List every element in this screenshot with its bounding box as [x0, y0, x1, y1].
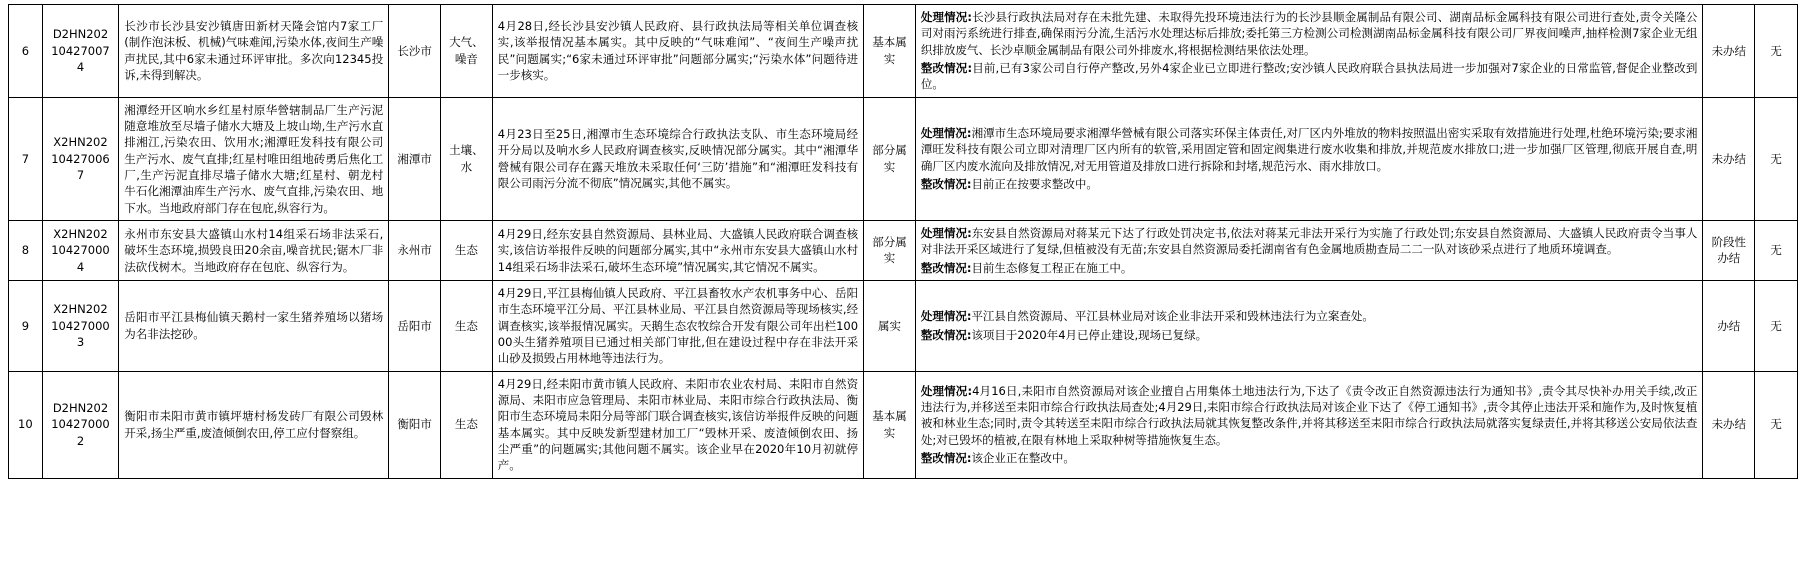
row-handling-text: 处理情况:平江县自然资源局、平江县林业局对该企业非法开采和毁林违法行为立案查处。: [920, 309, 1374, 324]
table-row: [9, 280, 1798, 371]
row-result: 阶段性办结: [1703, 220, 1755, 280]
row-description: 岳阳市平江县梅仙镇天鹅村一家生猪养殖场以猪场为名非法挖砂。: [119, 280, 389, 371]
row-city: 岳阳市: [389, 280, 441, 371]
row-city: 永州市: [389, 220, 441, 280]
row-handling-status: 整改情况:该企业正在整改中。: [920, 451, 1075, 466]
table-row: [9, 97, 1798, 220]
row-code-line1: X2HN202: [53, 226, 108, 241]
row-code: [42, 280, 119, 371]
row-code-line2: 104270067: [51, 151, 110, 182]
row-description: 长沙市长沙县安沙镇唐田新材天隆会馆内7家工厂(制作泡沫板、机械)气味难闻,污染水体,夜间生产噪声扰民,其中6家未通过环评审批。多次向12345投诉,未得到解决。: [119, 5, 389, 98]
row-pollution-type: 生态: [441, 220, 493, 280]
row-code-line2: 104270004: [51, 243, 110, 274]
row-code-line2: 104270003: [51, 318, 110, 349]
row-pollution-type: 大气、噪音: [441, 5, 493, 98]
row-handling: [915, 97, 1703, 220]
row-result: 办结: [1703, 280, 1755, 371]
row-pollution-type: 生态: [441, 280, 493, 371]
row-result: 未办结: [1703, 97, 1755, 220]
row-index: 6: [9, 5, 43, 98]
row-city: 长沙市: [389, 5, 441, 98]
row-is-true: 基本属实: [864, 5, 916, 98]
row-investigation: 4月29日,经东安县自然资源局、县林业局、大盛镇人民政府联合调查核实,该信访举报件反映的问题部分属实,其中“永州市东安县大盛镇山水村14组采石场非法采石,破坏生态环境”情况属实,其它情况不属实。: [492, 220, 863, 280]
row-handling-status: 整改情况:目前生态修复工程正在施工中。: [920, 260, 1133, 275]
row-code-line1: X2HN202: [53, 135, 108, 150]
row-handling: [915, 280, 1703, 371]
row-fine: 无: [1755, 97, 1798, 220]
row-handling-status: 整改情况:目前正在按要求整改中。: [920, 177, 1098, 192]
row-handling-text: 处理情况:湘潭市生态环境局要求湘潭华營械有限公司落实环保主体责任,对厂区内外堆放的物料按照温出密实采取有效措施进行处理,杜绝环境污染;要求湘潭旺发科技有限公司立即对清理厂区内所有的软管,采用固定管和固定阀集进行废水收集和排放,并规范废水排放口;进一步加强厂区管理,彻底开展自查,明确厂区内废水流向及排放情况,对无用管道及排放口进行拆除和封堵,规范污水、雨水排放口。: [920, 126, 1698, 173]
row-handling-text: 处理情况:长沙县行政执法局对存在未批先建、未取得先投环境违法行为的长沙县顺金属制品有限公司、湖南品标金属科技有限公司进行查处,责令关隆公司对雨污系统进行排查,确保雨污分流,生活污水处理达标后排放;委托第三方检测公司检测湖南品标金属科技有限公司厂界夜间噪声,抽样检测7家企业无组织排放废气、长沙卓顺金属制品有限公司外排废水,将根据检测结果依法处理。: [920, 10, 1698, 57]
row-result: 未办结: [1703, 5, 1755, 98]
row-is-true: 基本属实: [864, 371, 916, 478]
row-fine: 无: [1755, 280, 1798, 371]
row-code-line1: D2HN202: [52, 27, 109, 42]
row-investigation: 4月28日,经长沙县安沙镇人民政府、县行政执法局等相关单位调查核实,该举报情况基本属实。其中反映的“气味难闻”、“夜间生产噪声扰民”问题属实;“6家未通过环评审批”问题部分属实;“污染水体”问题待进一步核实。: [492, 5, 863, 98]
row-code: [42, 371, 119, 478]
row-fine: 无: [1755, 371, 1798, 478]
row-description: 衡阳市耒阳市黄市镇坪塘村杨发砖厂有限公司毁林开采,扬尘严重,废渣倾倒农田,停工应付督察组。: [119, 371, 389, 478]
row-code: [42, 5, 119, 98]
row-code: [42, 220, 119, 280]
row-is-true: 部分属实: [864, 220, 916, 280]
row-is-true: 部分属实: [864, 97, 916, 220]
row-investigation: 4月29日,经耒阳市黄市镇人民政府、耒阳市农业农村局、耒阳市自然资源局、耒阳市应急管理局、耒阳市林业局、耒阳市综合行政执法局、衡阳市生态环境局耒阳分局等部门联合调查核实,该信访举报件反映的问题基本属实。其中反映发新型建材加工厂“毁林开采、废渣倾倒农田、扬尘严重”的问题属实;其他问题不属实。该企业早在2020年10月初就停产。: [492, 371, 863, 478]
table-row: [9, 371, 1798, 478]
row-index: 8: [9, 220, 43, 280]
table-row: [9, 220, 1798, 280]
row-index: 7: [9, 97, 43, 220]
row-pollution-type: 生态: [441, 371, 493, 478]
row-handling: [915, 5, 1703, 98]
row-description: 永州市东安县大盛镇山水村14组采石场非法采石,破坏生态环境,损毁良田20余亩,噪音扰民;锯木厂非法砍伐树木。当地政府存在包庇、纵容行为。: [119, 220, 389, 280]
row-is-true: 属实: [864, 280, 916, 371]
row-index: 9: [9, 280, 43, 371]
row-code-line1: D2HN202: [52, 401, 109, 416]
row-pollution-type: 土壤、水: [441, 97, 493, 220]
row-fine: 无: [1755, 220, 1798, 280]
row-result: 未办结: [1703, 371, 1755, 478]
row-investigation: 4月23日至25日,湘潭市生态环境综合行政执法支队、市生态环境局经开分局以及响水乡人民政府调查核实,反映情况部分属实。其中“湘潭华營械有限公司存在露天堆放未采取任何‘三防’措施”和“湘潭旺发科技有限公司雨污分流不彻底”情况属实,其他不属实。: [492, 97, 863, 220]
complaint-handling-table: [8, 4, 1798, 479]
row-handling-status: 整改情况:目前,已有3家公司自行停产整改,另外4家企业已立即进行整改;安沙镇人民政府联合县执法局进一步加强对7家企业的日常监管,督促企业整改到位。: [920, 60, 1698, 92]
row-city: 湘潭市: [389, 97, 441, 220]
row-code-line2: 104270002: [51, 417, 110, 448]
row-handling-text: 处理情况:东安县自然资源局对蒋某元下达了行政处罚决定书,依法对蒋某元非法开采行为实施了行政处罚;东安县自然资源局、大盛镇人民政府责令当事人对非法开采区域进行了复绿,但植被没有无苗;东安县自然资源局委托湖南省有色金属地质勘查局二二一队对该砂采点进行了地质环境调查。: [920, 225, 1698, 257]
row-fine: 无: [1755, 5, 1798, 98]
row-investigation: 4月29日,平江县梅仙镇人民政府、平江县畜牧水产农机事务中心、岳阳市生态环境平江分局、平江县林业局、平江县自然资源局等现场核实,经调查核实,该举报情况属实。天鹅生态农牧综合开发有限公司年出栏10000头生猪养殖项目已通过相关部门审批,但在建设过程中存在非法开采山砂及损毁占用林地等违法行为。: [492, 280, 863, 371]
row-code-line1: X2HN202: [53, 302, 108, 317]
row-city: 衡阳市: [389, 371, 441, 478]
row-handling: [915, 371, 1703, 478]
row-code: [42, 97, 119, 220]
table-row: [9, 5, 1798, 98]
row-index: 10: [9, 371, 43, 478]
row-description: 湘潭经开区响水乡红星村原华營辖制品厂生产污泥随意堆放至尽墙子储水大塘及上坡山坳,生产污水直排湘江,污染农田、饮用水;湘潭旺发科技有限公司生产污水、废气直排;红星村唯田组地砖勇后焦化工厂,生产污泥直排尽墙子储水大塘;红星村、朝龙村牛石化湘潭油库生产污水、废气直排,污染农田、地下水。当地政府部门存在包庇,纵容行为。: [119, 97, 389, 220]
row-handling: [915, 220, 1703, 280]
row-handling-status: 整改情况:该项目于2020年4月已停止建设,现场已复绿。: [920, 327, 1208, 342]
row-handling-text: 处理情况:4月16日,耒阳市自然资源局对该企业擅自占用集体土地违法行为,下达了《责令改正自然资源违法行为通知书》,责令其尽快补办用关手续,改正违法行为,并移送至耒阳市综合行政执法局查处;4月29日,耒阳市综合行政执法局对该企业下达了《停工通知书》,责令其停止违法开采和施作为,及时恢复植被和林业生态;同时,责令其转送至耒阳市综合行政执法局就其恢复整改条件,并将其移送至耒阳市综合行政执法局就落实复绿责任,并将其移送公安局依法查处;对已毁坏的植被,在限有林地上采取种树等措施恢复生态。: [920, 383, 1698, 447]
row-code-line2: 104270074: [51, 43, 110, 74]
